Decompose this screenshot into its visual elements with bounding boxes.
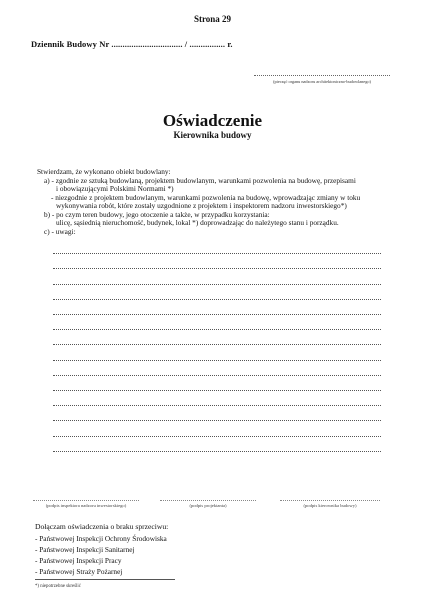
inspector-signature-caption: (podpis inspektora nadzoru inwestorskiego)	[45, 503, 127, 508]
statement-a-line-3: - niezgodnie z projektem budowlanym, warunkami pozwolenia na budowę, wprowadzając zmiany w toku	[51, 193, 361, 202]
remarks-line	[53, 405, 381, 406]
document-subtitle: Kierownika budowy	[173, 130, 252, 140]
remarks-line	[53, 390, 381, 391]
attachments-underline	[35, 579, 175, 580]
construction-journal-number: Dziennik Budowy Nr ................................ / ................ r.	[31, 39, 233, 49]
remarks-line	[53, 284, 381, 285]
attachment-item: - Państwowej Inspekcji Sanitarnej	[35, 545, 135, 554]
statement-a-line-2: i obowiązującymi Polskimi Normami *)	[56, 184, 174, 193]
statement-a-line-1: a) - zgodnie ze sztuką budowlaną, projektem budowlanym, warunkami pozwolenia na budowę, przepisami	[44, 176, 356, 185]
inspector-signature-line	[33, 500, 139, 501]
statement-b-line-2: ulicę, sąsiednią nieruchomość, budynek, lokal *) doprowadzając do należytego stanu i porządku.	[56, 218, 339, 227]
remarks-line	[53, 420, 381, 421]
designer-signature-caption: (podpis projektanta)	[189, 503, 227, 508]
statement-c-line-1: c) - uwagi:	[44, 227, 76, 236]
attachments-title: Dołączam oświadczenia o braku sprzeciwu:	[35, 522, 169, 531]
stamp-line	[254, 75, 390, 76]
remarks-line	[53, 299, 381, 300]
attachment-item: - Państwowej Inspekcji Pracy	[35, 556, 122, 565]
statement-b-line-1: b) - po czym teren budowy, jego otoczenie a także, w przypadku korzystania:	[44, 210, 270, 219]
remarks-line	[53, 360, 381, 361]
attachment-item: - Państwowej Straży Pożarnej	[35, 567, 123, 576]
remarks-line	[53, 253, 381, 254]
manager-signature-caption: (podpis kierownika budowy)	[303, 503, 357, 508]
remarks-line	[53, 451, 381, 452]
page-number: Strona 29	[193, 14, 232, 24]
document-title: Oświadczenie	[162, 111, 263, 130]
attachment-item: - Państwowej Inspekcji Ochrony Środowiska	[35, 534, 167, 543]
statement-a-line-4: wykonywania robót, które zostały uzgodnione z projektem i inspektorem nadzoru inwestorskiego*)	[56, 201, 347, 210]
statement-intro: Stwierdzam, że wykonano obiekt budowlany:	[37, 167, 171, 176]
remarks-line	[53, 375, 381, 376]
remarks-line	[53, 436, 381, 437]
footnote: *) niepotrzebne skreślić	[35, 584, 81, 589]
remarks-line	[53, 314, 381, 315]
remarks-line	[53, 329, 381, 330]
designer-signature-line	[160, 500, 256, 501]
remarks-line	[53, 344, 381, 345]
remarks-line	[53, 268, 381, 269]
manager-signature-line	[280, 500, 380, 501]
stamp-caption: (pieczęć organu nadzoru architektoniczno-budowlanego)	[273, 79, 371, 84]
